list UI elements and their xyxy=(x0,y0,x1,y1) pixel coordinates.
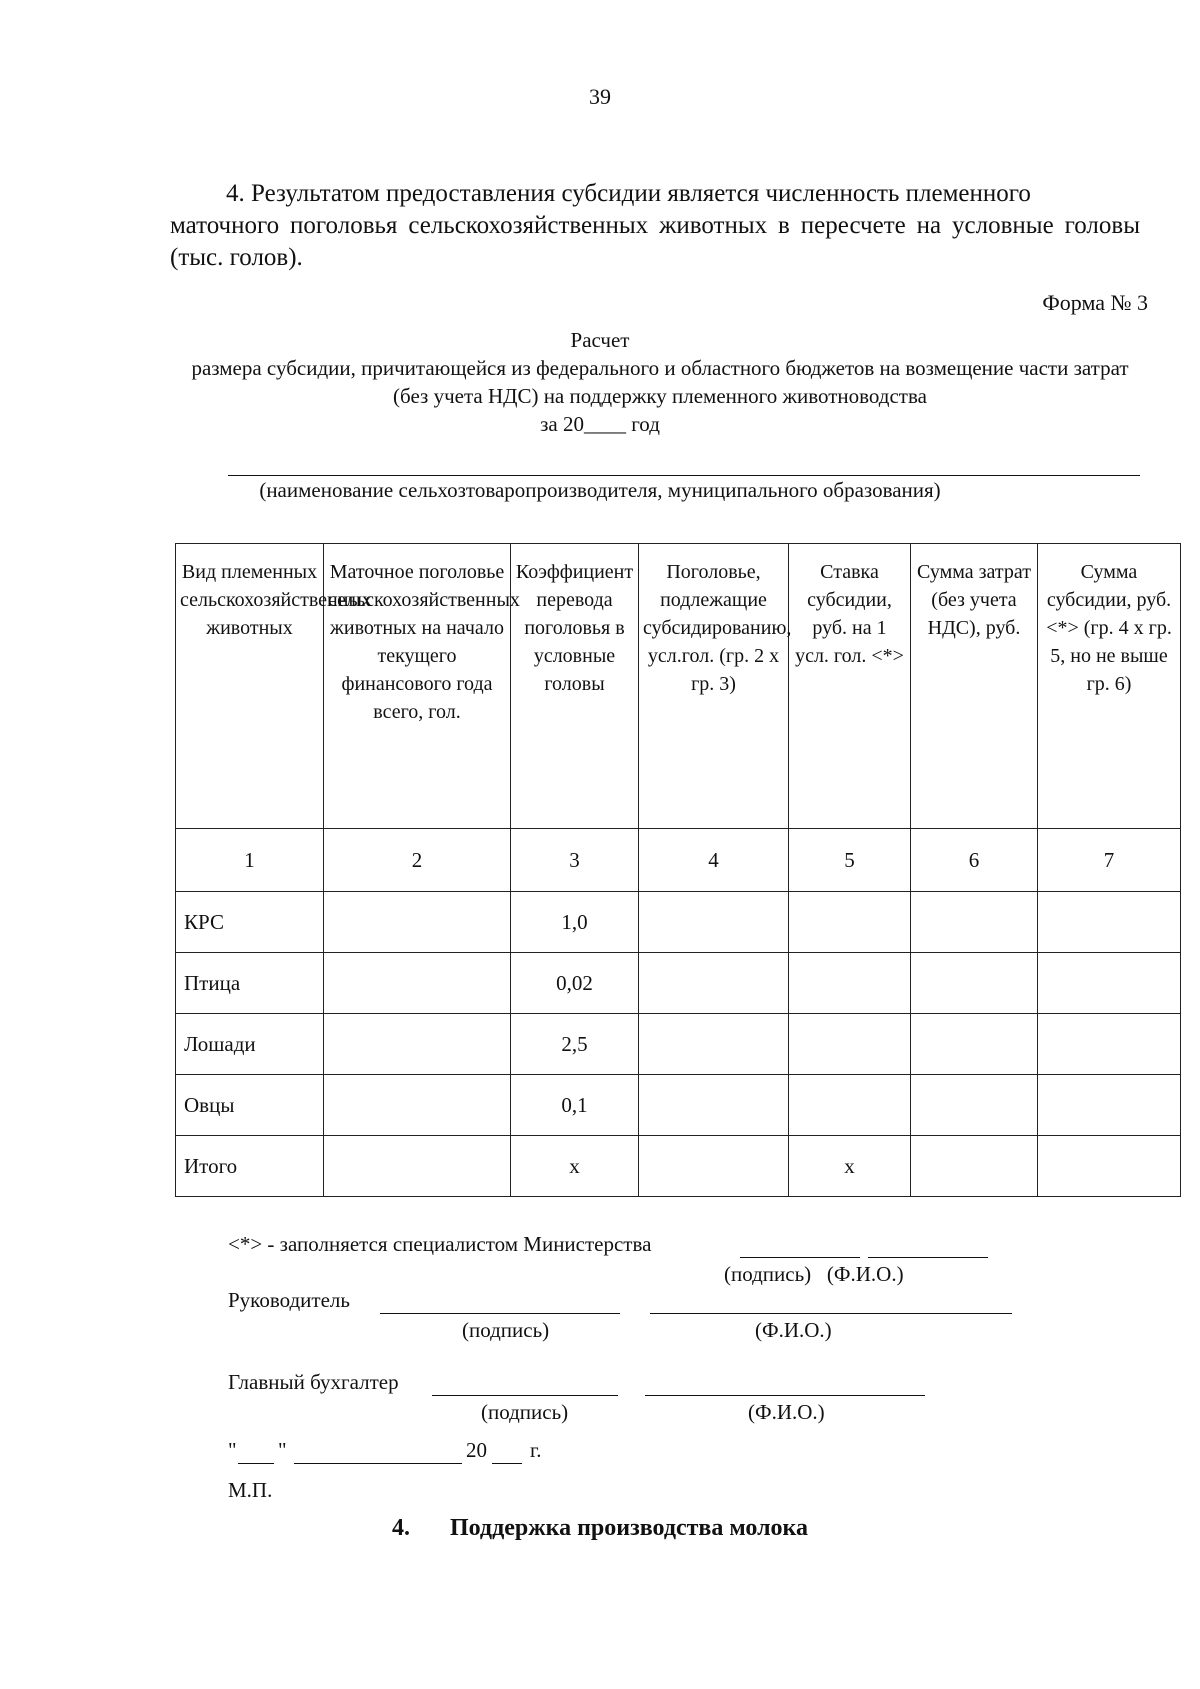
header-subsidy-amount: Сумма субсидии, руб. <*> (гр. 4 х гр. 5, но не выше гр. 6) xyxy=(1038,544,1181,829)
table-row xyxy=(176,1075,1181,1136)
header-animal-type: Вид племенных сельскохозяйственных животных xyxy=(176,544,324,829)
section-heading xyxy=(0,1515,1200,1542)
table-cell[interactable] xyxy=(789,1014,911,1075)
date-quote-close: " xyxy=(278,1438,287,1462)
date-day-field[interactable] xyxy=(238,1439,274,1464)
form-year: за 20____ год xyxy=(540,412,660,436)
accountant-signature-field[interactable] xyxy=(432,1371,618,1396)
table-cell[interactable] xyxy=(911,953,1038,1014)
date-month-field[interactable] xyxy=(294,1439,462,1464)
column-number: 6 xyxy=(911,829,1038,892)
header-livestock-count: Маточное поголовье сельскохозяйственных животных на начало текущего финансового года всего, гол. xyxy=(324,544,511,829)
column-number: 2 xyxy=(324,829,511,892)
date-year-field[interactable] xyxy=(492,1439,522,1464)
form-description: размера субсидии, причитающейся из федерального и областного бюджетов на возмещение части затрат (без учета НДС) на поддержку племенного животноводства xyxy=(191,356,1129,408)
accountant-name-caption: (Ф.И.О.) xyxy=(748,1400,825,1424)
ministry-signature-field[interactable] xyxy=(740,1233,860,1258)
header-subsidized-heads: Поголовье, подлежащие субсидированию, усл.гол. (гр. 2 х гр. 3) xyxy=(639,544,789,829)
table-cell[interactable] xyxy=(639,1014,789,1075)
table-cell[interactable] xyxy=(324,1136,511,1197)
table-cell[interactable] xyxy=(911,892,1038,953)
paragraph-line-1: 4. Результатом предоставления субсидии является численность племенного xyxy=(226,180,1031,207)
ministry-name-field[interactable] xyxy=(868,1233,988,1258)
table-cell[interactable] xyxy=(911,1136,1038,1197)
table-cell[interactable] xyxy=(1038,892,1181,953)
row-label: Итого xyxy=(176,1136,324,1197)
table-row xyxy=(176,892,1181,953)
header-coefficient: Коэффициент перевода поголовья в условные головы xyxy=(511,544,639,829)
table-cell[interactable] xyxy=(1038,953,1181,1014)
coefficient-cell: 2,5 xyxy=(511,1014,639,1075)
column-number: 7 xyxy=(1038,829,1181,892)
table-cell[interactable] xyxy=(789,953,911,1014)
head-signature-caption: (подпись) xyxy=(462,1318,550,1342)
accountant-signature-caption: (подпись) xyxy=(481,1400,569,1424)
column-number: 1 xyxy=(176,829,324,892)
row-label: Птица xyxy=(176,953,324,1014)
subsidy-calculation-table xyxy=(175,543,1181,1197)
table-row xyxy=(176,953,1181,1014)
form-number: Форма № 3 xyxy=(1042,290,1148,315)
table-cell[interactable] xyxy=(789,1075,911,1136)
section-title: Поддержка производства молока xyxy=(449,1515,809,1541)
header-costs: Сумма затрат (без учета НДС), руб. xyxy=(911,544,1038,829)
table-cell[interactable] xyxy=(639,953,789,1014)
coefficient-cell: 1,0 xyxy=(511,892,639,953)
rate-cell: х xyxy=(789,1136,911,1197)
producer-name-caption: (наименование сельхозтоваропроизводителя, муниципального образования) xyxy=(259,478,941,502)
coefficient-cell: 0,1 xyxy=(511,1075,639,1136)
row-label: Лошади xyxy=(176,1014,324,1075)
coefficient-cell: 0,02 xyxy=(511,953,639,1014)
stamp-label: М.П. xyxy=(228,1478,273,1502)
accountant-label: Главный бухгалтер xyxy=(228,1370,399,1394)
column-number: 4 xyxy=(639,829,789,892)
ministry-caption: (подпись) (Ф.И.О.) xyxy=(724,1262,904,1286)
table-cell[interactable] xyxy=(789,892,911,953)
table-cell[interactable] xyxy=(911,1014,1038,1075)
table-cell[interactable] xyxy=(1038,1014,1181,1075)
row-label: КРС xyxy=(176,892,324,953)
table-row-total xyxy=(176,1136,1181,1197)
accountant-name-field[interactable] xyxy=(645,1371,925,1396)
table-header-row xyxy=(176,544,1181,829)
date-quote-open: " xyxy=(228,1438,237,1462)
producer-name-line[interactable] xyxy=(228,475,1140,476)
column-number-row xyxy=(176,829,1181,892)
table-cell[interactable] xyxy=(324,1014,511,1075)
section-number: 4. xyxy=(391,1515,410,1541)
head-name-field[interactable] xyxy=(650,1289,1012,1314)
header-subsidy-rate: Ставка субсидии, руб. на 1 усл. гол. <*> xyxy=(789,544,911,829)
table-cell[interactable] xyxy=(324,1075,511,1136)
table-cell[interactable] xyxy=(911,1075,1038,1136)
date-year-suffix: г. xyxy=(530,1438,542,1462)
column-number: 5 xyxy=(789,829,911,892)
table-cell[interactable] xyxy=(1038,1136,1181,1197)
form-title: Расчет xyxy=(570,328,630,352)
date-year-prefix: 20 xyxy=(466,1438,487,1462)
paragraph-rest: маточного поголовья сельскохозяйственных животных в пересчете на условные головы (тыс. голов). xyxy=(170,212,1140,271)
page-number: 39 xyxy=(589,84,611,109)
result-paragraph xyxy=(170,178,1140,274)
table-cell[interactable] xyxy=(1038,1075,1181,1136)
row-label: Овцы xyxy=(176,1075,324,1136)
table-cell[interactable] xyxy=(639,1136,789,1197)
ministry-note: <*> - заполняется специалистом Министерства xyxy=(228,1232,652,1256)
head-signature-field[interactable] xyxy=(380,1289,620,1314)
table-cell[interactable] xyxy=(639,1075,789,1136)
table-cell[interactable] xyxy=(324,892,511,953)
table-cell[interactable] xyxy=(639,892,789,953)
head-name-caption: (Ф.И.О.) xyxy=(755,1318,832,1342)
table-row xyxy=(176,1014,1181,1075)
column-number: 3 xyxy=(511,829,639,892)
head-label: Руководитель xyxy=(228,1288,350,1312)
coefficient-cell: х xyxy=(511,1136,639,1197)
table-cell[interactable] xyxy=(324,953,511,1014)
